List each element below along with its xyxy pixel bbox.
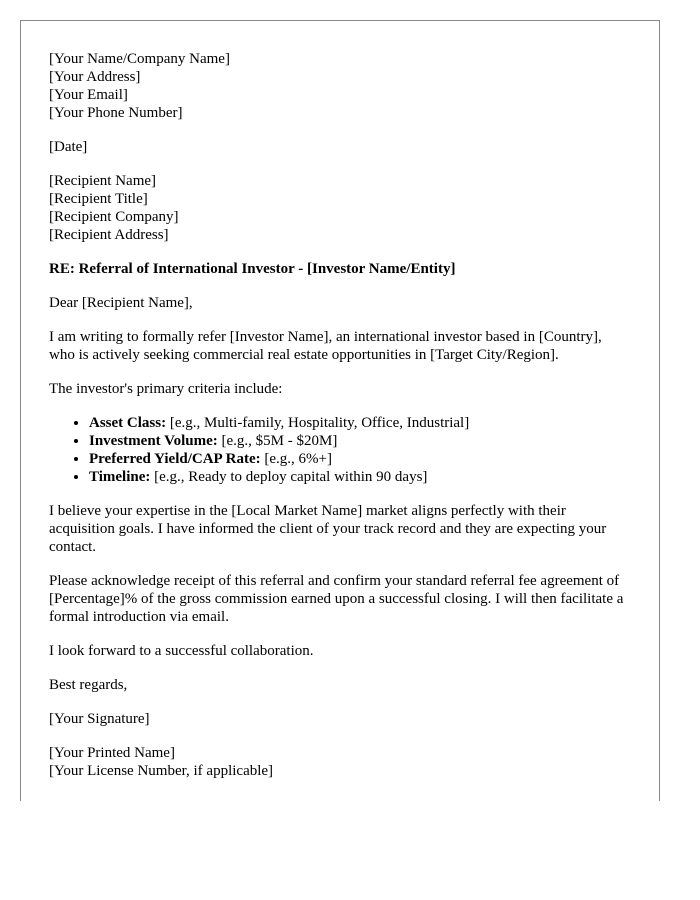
criteria-label: Investment Volume:	[89, 433, 218, 449]
printed-name: [Your Printed Name]	[49, 745, 175, 761]
criteria-label: Timeline:	[89, 469, 151, 485]
criteria-value: [e.g., Ready to deploy capital within 90 days]	[150, 469, 428, 485]
criteria-lead: The investor's primary criteria include:	[49, 381, 283, 397]
recipient-address: [Recipient Address]	[49, 227, 169, 243]
criteria-label: Preferred Yield/CAP Rate:	[89, 451, 261, 467]
letter-page	[20, 20, 660, 801]
criteria-value: [e.g., 6%+]	[260, 451, 332, 467]
criteria-list	[49, 414, 631, 486]
criteria-value: [e.g., $5M - $20M]	[217, 433, 338, 449]
license-number: [Your License Number, if applicable]	[49, 763, 274, 779]
sender-phone: [Your Phone Number]	[49, 105, 183, 121]
criteria-label: Asset Class:	[89, 415, 167, 431]
sender-name: [Your Name/Company Name]	[49, 51, 230, 67]
fee-paragraph: Please acknowledge receipt of this referral and confirm your standard referral fee agreement of [Percentage]% of the gross commission earned upon a successful closing. I will then facilitate a formal introduction via email.	[49, 573, 624, 625]
sender-address: [Your Address]	[49, 69, 141, 85]
subject-line: RE: Referral of International Investor - [Investor Name/Entity]	[49, 261, 456, 277]
letter-date: [Date]	[49, 139, 88, 155]
expertise-paragraph: I believe your expertise in the [Local Market Name] market aligns perfectly with their acquisition goals. I have informed the client of your track record and they are expecting your contact.	[49, 503, 607, 555]
closing-block	[49, 744, 631, 780]
list-item	[89, 450, 631, 468]
recipient-title: [Recipient Title]	[49, 191, 148, 207]
signature: [Your Signature]	[49, 711, 150, 727]
sender-email: [Your Email]	[49, 87, 128, 103]
sender-block	[49, 50, 631, 122]
list-item	[89, 414, 631, 432]
intro-paragraph: I am writing to formally refer [Investor Name], an international investor based in [Country], who is actively seeking commercial real estate opportunities in [Target City/Region].	[49, 329, 602, 363]
sign-off: Best regards,	[49, 677, 128, 693]
salutation: Dear [Recipient Name],	[49, 295, 193, 311]
recipient-block	[49, 172, 631, 244]
criteria-value: [e.g., Multi-family, Hospitality, Office, Industrial]	[166, 415, 470, 431]
list-item	[89, 468, 631, 486]
closing-line: I look forward to a successful collaboration.	[49, 643, 314, 659]
recipient-name: [Recipient Name]	[49, 173, 157, 189]
recipient-company: [Recipient Company]	[49, 209, 179, 225]
list-item	[89, 432, 631, 450]
